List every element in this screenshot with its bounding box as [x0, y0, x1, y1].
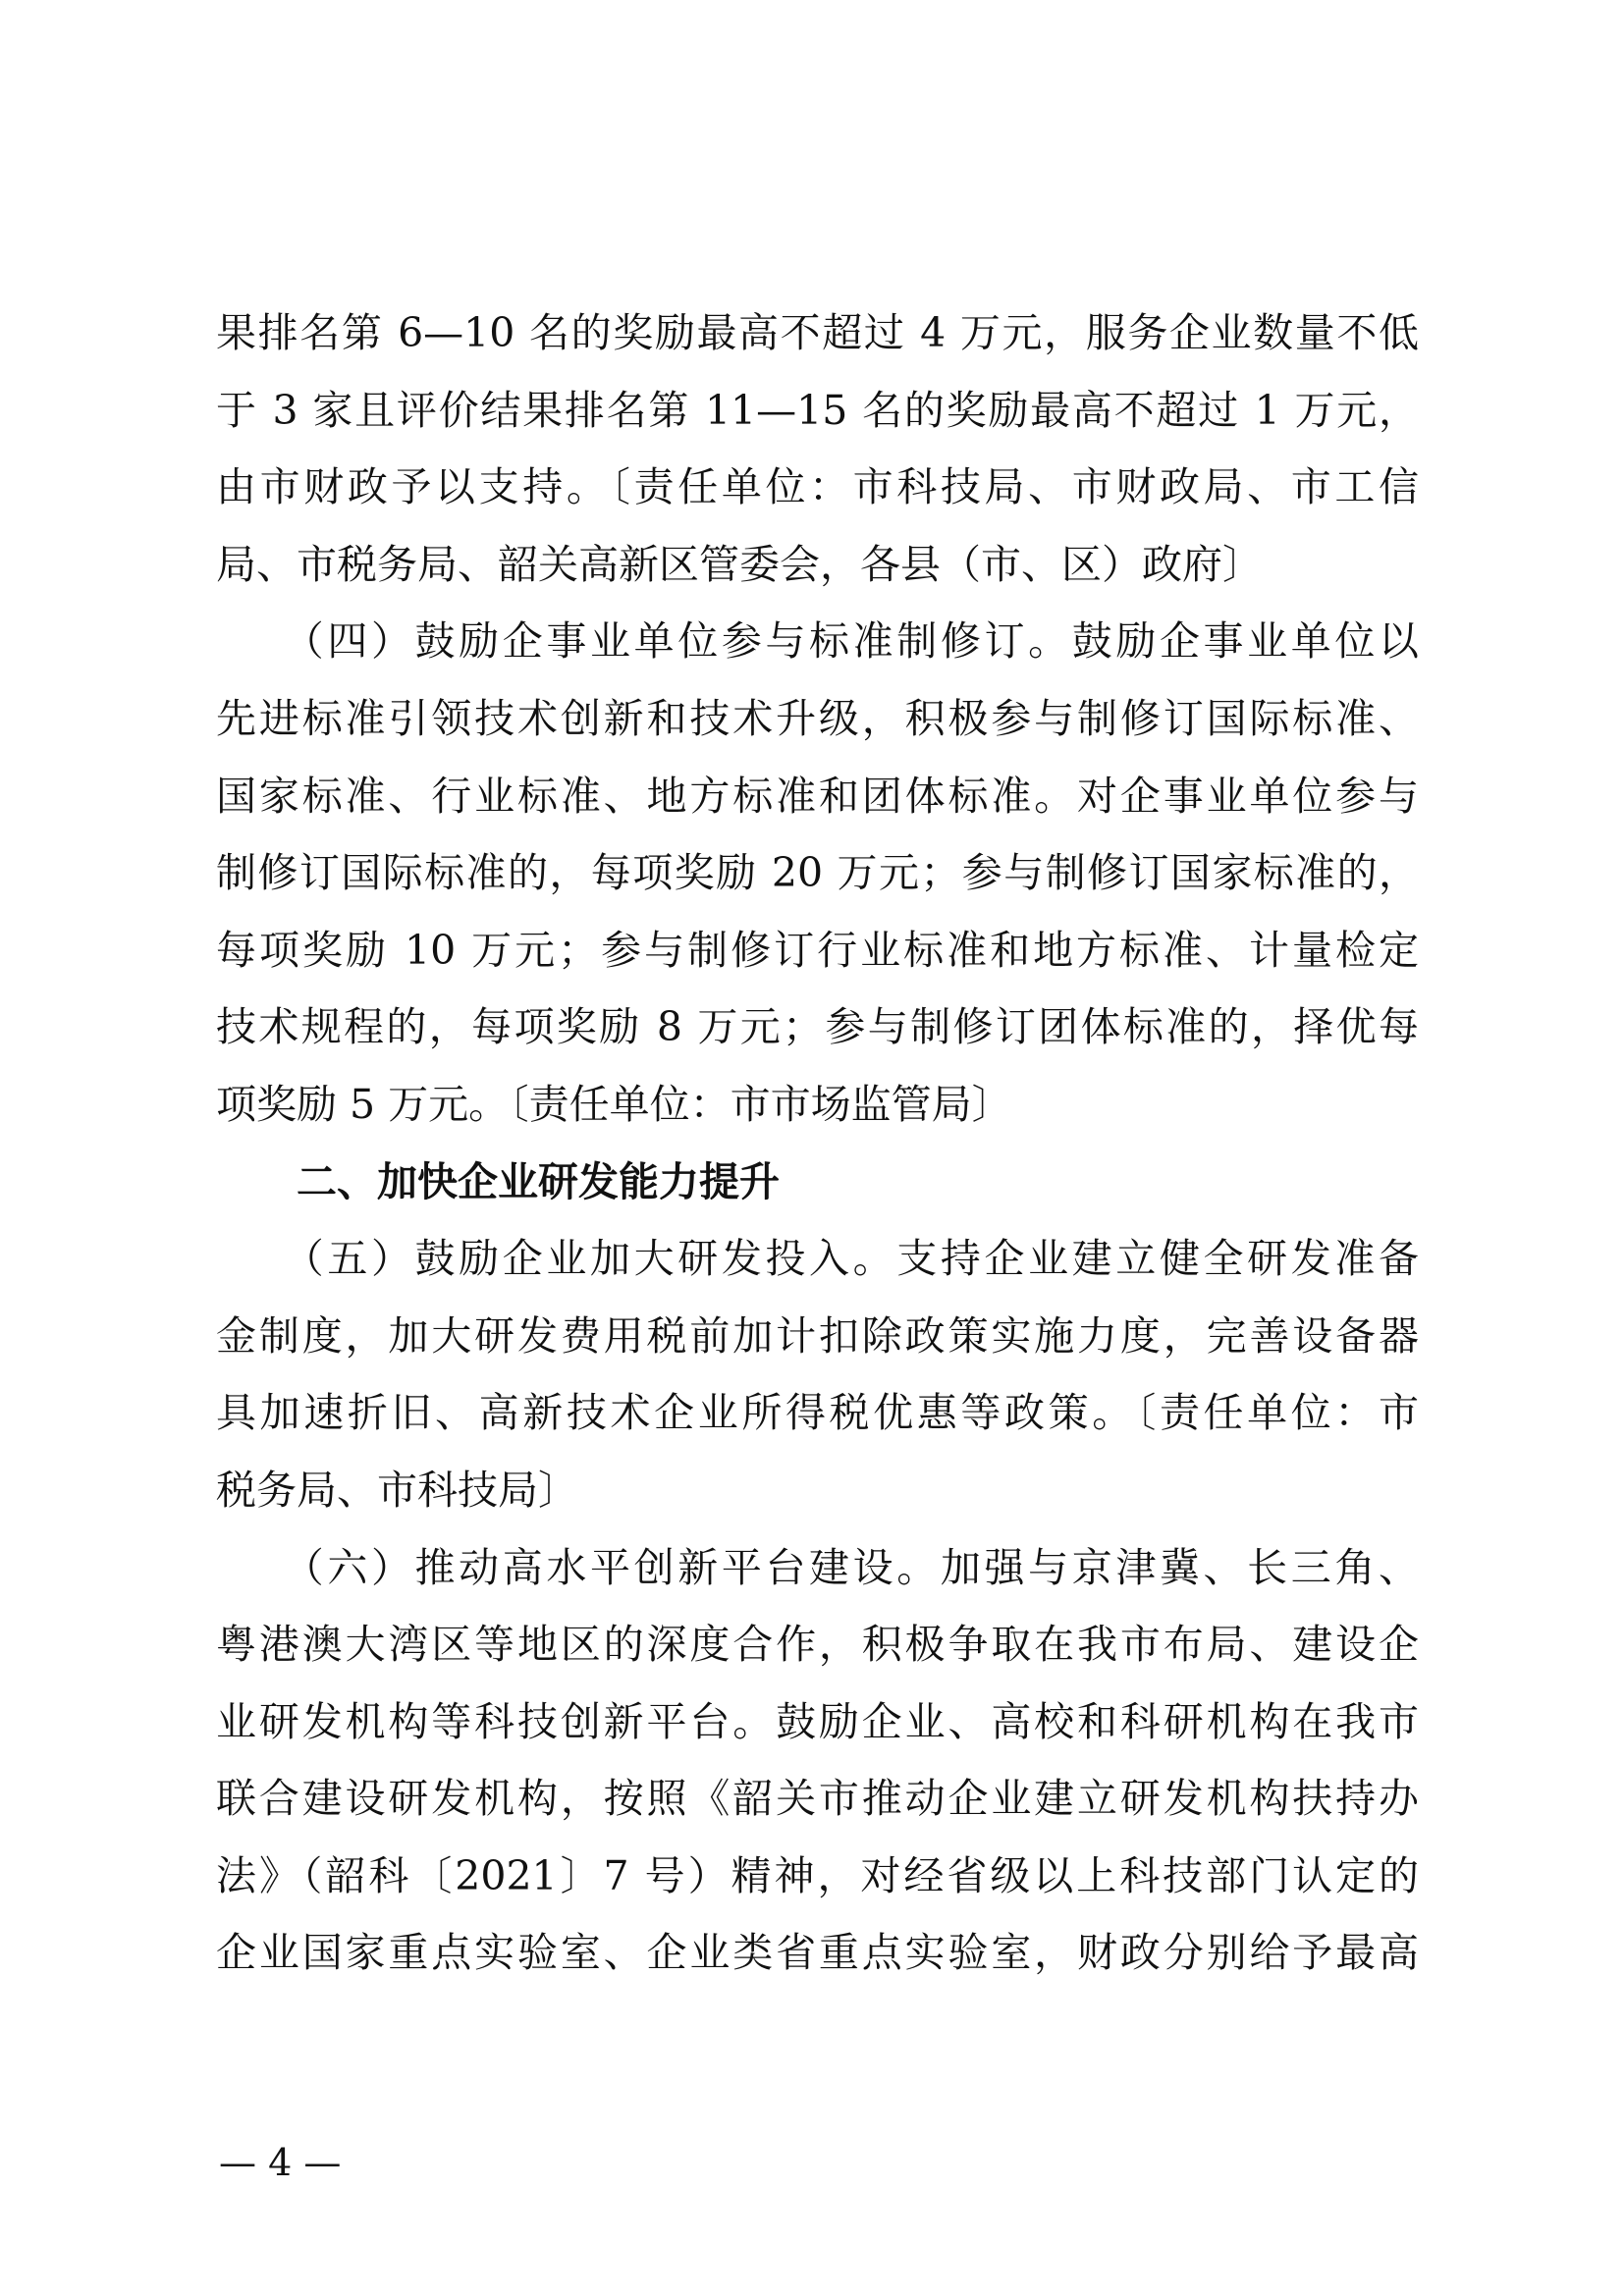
- page-number: — 4 —: [219, 2141, 342, 2184]
- text-line: （六）推动高水平创新平台建设。加强与京津冀、长三角、: [216, 1543, 1419, 1591]
- text-line: （五）鼓励企业加大研发投入。支持企业建立健全研发准备: [216, 1235, 1419, 1283]
- text-line: 于 3 家且评价结果排名第 11—15 名的奖励最高不超过 1 万元，: [216, 386, 1419, 434]
- text-line: 联合建设研发机构，按照《韶关市推动企业建立研发机构扶持办: [216, 1775, 1419, 1823]
- text-line: 制修订国际标准的，每项奖励 20 万元；参与制修订国家标准的，: [216, 849, 1419, 897]
- text-line: （四）鼓励企事业单位参与标准制修订。鼓励企事业单位以: [216, 617, 1419, 666]
- text-line: 果排名第 6—10 名的奖励最高不超过 4 万元，服务企业数量不低: [216, 309, 1419, 356]
- text-line: 具加速折旧、高新技术企业所得税优惠等政策。〔责任单位：市: [216, 1389, 1419, 1437]
- text-line: 由市财政予以支持。〔责任单位：市科技局、市财政局、市工信: [216, 463, 1419, 511]
- text-line: 法》（韶科〔2021〕7 号）精神，对经省级以上科技部门认定的: [216, 1851, 1419, 1899]
- text-line: 技术规程的，每项奖励 8 万元；参与制修订团体标准的，择优每: [216, 1003, 1419, 1051]
- section-heading: 二、加快企业研发能力提升: [216, 1157, 780, 1205]
- text-line: 粤港澳大湾区等地区的深度合作，积极争取在我市布局、建设企: [216, 1621, 1419, 1669]
- text-line: 业研发机构等科技创新平台。鼓励企业、高校和科研机构在我市: [216, 1697, 1419, 1745]
- text-line: 企业国家重点实验室、企业类省重点实验室，财政分别给予最高: [216, 1929, 1419, 1977]
- text-line: 金制度，加大研发费用税前加计扣除政策实施力度，完善设备器: [216, 1311, 1419, 1360]
- text-line: 税务局、市科技局〕: [216, 1466, 578, 1514]
- text-line: 先进标准引领技术创新和技术升级，积极参与制修订国际标准、: [216, 694, 1419, 742]
- text-line: 国家标准、行业标准、地方标准和团体标准。对企事业单位参与: [216, 772, 1419, 820]
- text-line: 每项奖励 10 万元；参与制修订行业标准和地方标准、计量检定: [216, 926, 1419, 974]
- document-body: [216, 294, 1419, 1992]
- text-line: 局、市税务局、韶关高新区管委会，各县（市、区）政府〕: [216, 540, 1263, 588]
- text-line: 项奖励 5 万元。〔责任单位：市市场监管局〕: [216, 1080, 1012, 1128]
